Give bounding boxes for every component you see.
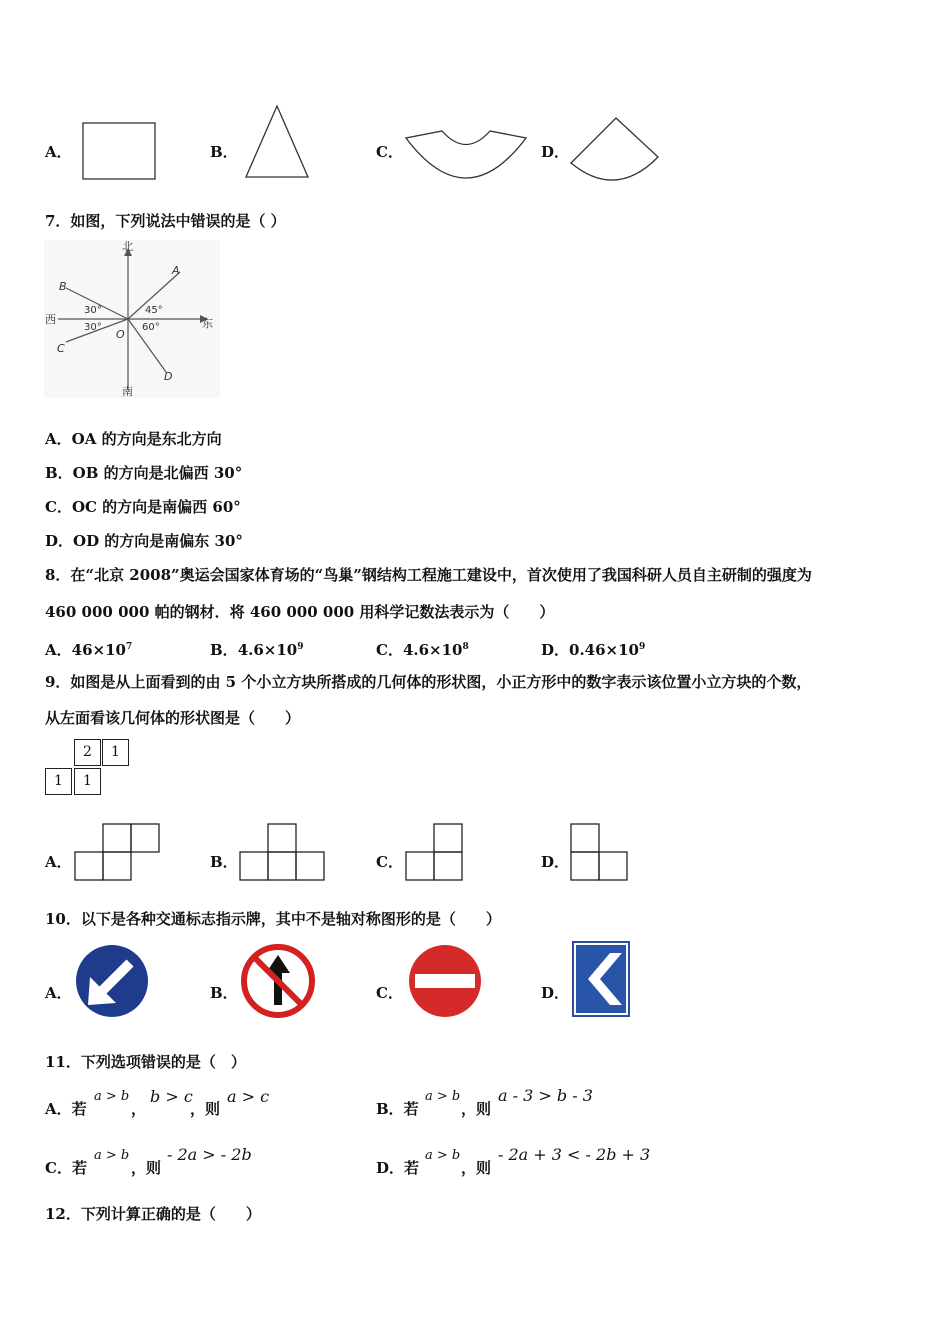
triangle-figure (244, 104, 310, 180)
angle-label-bo: 30° (84, 305, 102, 316)
grid-cell: 1 (102, 739, 129, 766)
q11-c-cond1: a > b (94, 1148, 130, 1163)
q11-d-cond1: a > b (425, 1148, 461, 1163)
q9-option-d-figure (569, 822, 631, 882)
q7-option-a[interactable]: A．OA 的方向是东北方向 (45, 430, 222, 448)
q8-option-a[interactable]: A．$46\times 10^7$ (45, 641, 133, 659)
q6-option-b-label[interactable]: B． (210, 143, 238, 161)
q11-b-label: B．若 (376, 1100, 419, 1118)
q9-stem-line2: 从左面看该几何体的形状图是（ ） (45, 709, 301, 727)
q11-a-cond1: a > b (94, 1089, 130, 1104)
q6-option-d-label[interactable]: D． (541, 143, 570, 161)
q11-b-sep1: ，则 (461, 1100, 492, 1118)
keep-left-sign-icon (74, 943, 150, 1019)
q9-option-c-label[interactable]: C． (376, 853, 403, 871)
q11-d-sep1: ，则 (461, 1159, 492, 1177)
q9-option-a-figure (73, 822, 163, 882)
grid-cell: 1 (74, 768, 101, 795)
q8-option-c[interactable]: C．$4.6\times 10^8$ (376, 641, 469, 659)
q9-option-b-label[interactable]: B． (210, 853, 238, 871)
chevron-left-sign-icon (572, 941, 632, 1019)
q9-stem-line1: 9．如图是从上面看到的由 5 个小立方块所搭成的几何体的形状图，小正方形中的数字表示该位置小立方块的个数， (45, 673, 812, 691)
no-entry-sign-icon (407, 943, 483, 1019)
q11-a-result: a > c (227, 1087, 270, 1106)
q11-stem: 11．下列选项错误的是（ ） (45, 1053, 246, 1071)
q7-option-c[interactable]: C．OC 的方向是南偏西 60° (45, 498, 241, 516)
angle-label-do: 60° (142, 322, 160, 333)
q10-stem: 10．以下是各种交通标志指示牌，其中不是轴对称图形的是（ ） (45, 910, 501, 928)
q10-option-a-label[interactable]: A． (45, 984, 72, 1002)
q10-option-b-label[interactable]: B． (210, 984, 238, 1002)
point-b-label: B (59, 280, 67, 293)
grid-cell: 2 (74, 739, 101, 766)
angle-label-ao: 45° (145, 305, 163, 316)
point-a-label: A (172, 264, 180, 277)
q11-a-sep2: ，则 (190, 1100, 221, 1118)
q11-a-cond2: b > c (150, 1087, 193, 1106)
q11-b-result: a - 3 > b - 3 (498, 1086, 593, 1105)
q11-a-sep1: ， (131, 1100, 147, 1118)
q10-option-d-label[interactable]: D． (541, 984, 570, 1002)
rectangle-figure (82, 122, 158, 180)
grid-cell: 1 (45, 768, 72, 795)
q11-d-label: D．若 (376, 1159, 420, 1177)
point-d-label: D (164, 370, 173, 383)
q6-option-a-label[interactable]: A． (45, 143, 72, 161)
north-label: 北 (122, 240, 133, 253)
q7-option-d[interactable]: D．OD 的方向是南偏东 30° (45, 532, 243, 550)
q11-a-label: A．若 (45, 1100, 87, 1118)
q7-option-b[interactable]: B．OB 的方向是北偏西 30° (45, 464, 243, 482)
compass-direction-diagram (44, 240, 220, 398)
south-label: 南 (122, 385, 133, 398)
q11-b-cond1: a > b (425, 1089, 461, 1104)
angle-label-co: 30° (84, 322, 102, 333)
east-label: 东 (202, 317, 213, 330)
q10-option-c-label[interactable]: C． (376, 984, 403, 1002)
point-c-label: C (57, 342, 65, 355)
no-straight-ahead-sign-icon (240, 943, 316, 1019)
q6-option-c-label[interactable]: C． (376, 143, 403, 161)
west-label: 西 (45, 313, 56, 326)
q12-stem: 12．下列计算正确的是（ ） (45, 1205, 261, 1223)
q8-option-d[interactable]: D．$0.46\times 10^9$ (541, 641, 646, 659)
q11-d-result: - 2a + 3 < - 2b + 3 (498, 1145, 651, 1164)
q9-option-d-label[interactable]: D． (541, 853, 570, 871)
q8-stem-line1: 8．在“北京 2008”奥运会国家体育场的“鸟巢”钢结构工程施工建设中，首次使用了我国科研人员自主研制的强度为 (45, 566, 812, 584)
q11-c-sep1: ，则 (131, 1159, 162, 1177)
top-view-grid (45, 739, 135, 799)
point-o-label: O (116, 328, 125, 341)
sector-figure (568, 115, 662, 185)
q8-option-b[interactable]: B．$4.6\times 10^9$ (210, 641, 304, 659)
q9-option-a-label[interactable]: A． (45, 853, 72, 871)
q8-stem-line2: 460 000 000 帕的钢材．将 460 000 000 用科学记数法表示为（ ） (45, 603, 555, 621)
q9-option-b-figure (238, 822, 328, 882)
q9-option-c-figure (404, 822, 466, 882)
annular-sector-figure (404, 128, 528, 184)
q7-stem: 7．如图，下列说法中错误的是（ ） (45, 212, 286, 230)
q11-c-result: - 2a > - 2b (167, 1145, 252, 1164)
q11-c-label: C．若 (45, 1159, 87, 1177)
